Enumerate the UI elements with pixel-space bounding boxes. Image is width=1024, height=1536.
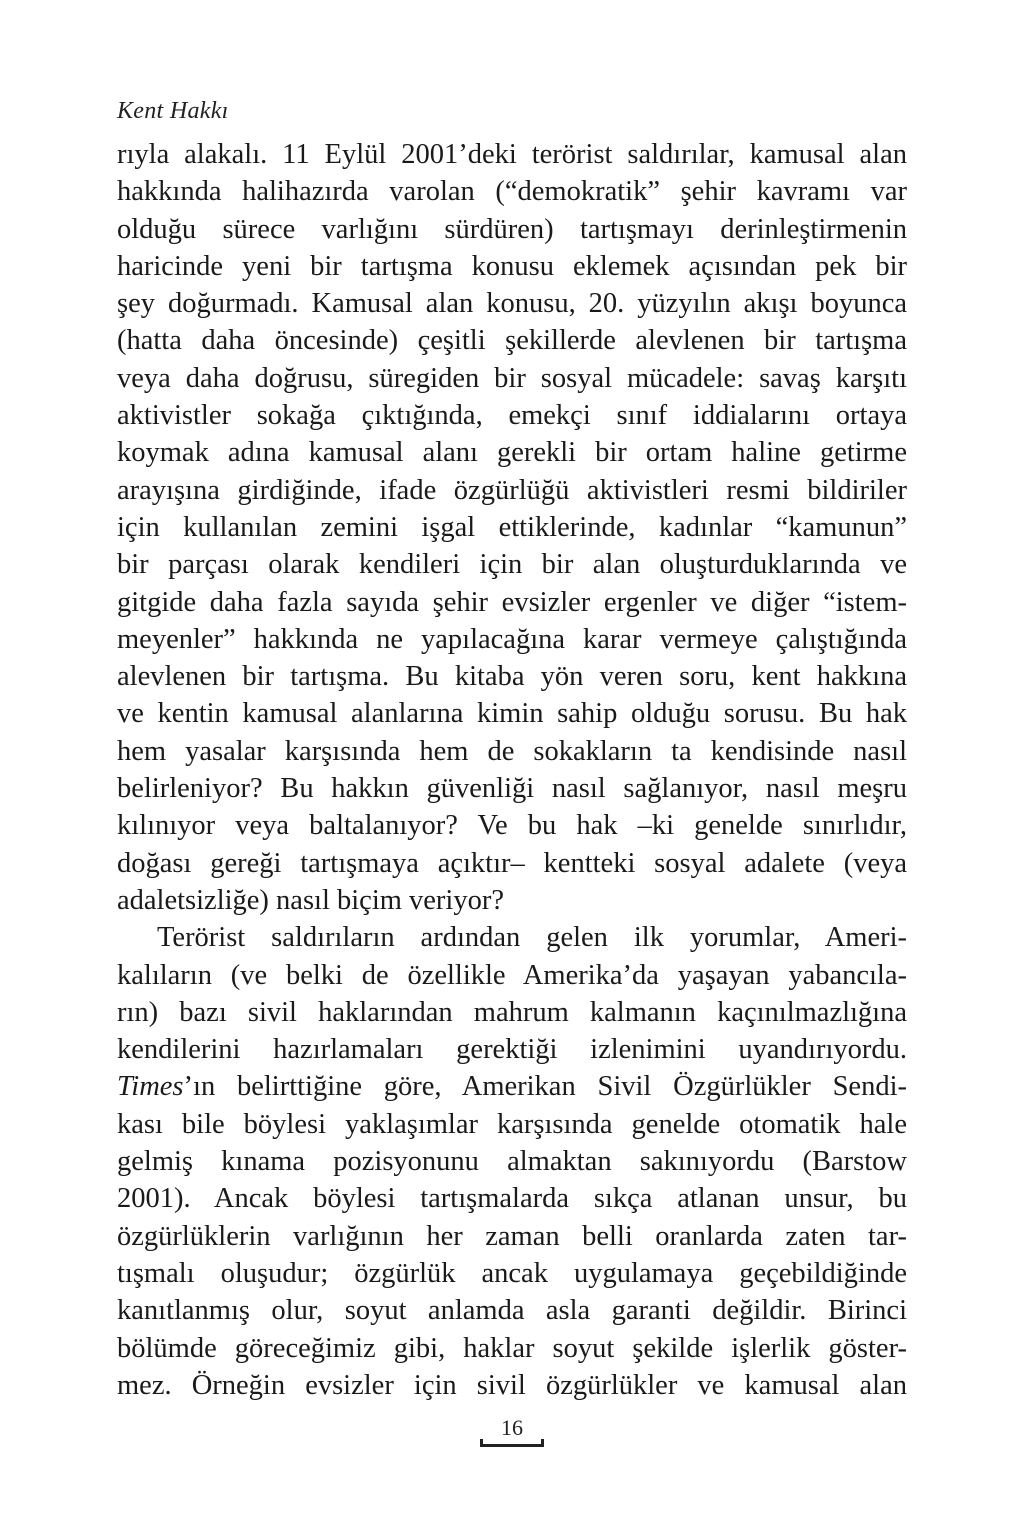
text-line: hem yasalar karşısında hem de sokakların ta kendisinde nasıl	[117, 735, 907, 767]
text-line: olduğu sürece varlığını sürdüren) tartışmayı derinleştirmenin	[117, 213, 907, 245]
page-number: 16	[501, 1415, 523, 1440]
running-header: Kent Hakkı	[117, 98, 229, 124]
text-line: için kullanılan zemini işgal ettiklerinde, kadınlar “kamunun”	[117, 511, 907, 543]
text-line: kanıtlanmış olur, soyut anlamda asla garanti değildir. Birinci	[117, 1295, 907, 1327]
text-line: ve kentin kamusal alanlarına kimin sahip olduğu sorusu. Bu hak	[117, 698, 907, 730]
text-line: özgürlüklerin varlığının her zaman belli oranlarda zaten tar-	[117, 1220, 907, 1252]
text-line: gitgide daha fazla sayıda şehir evsizler ergenler ve diğer “istem-	[117, 586, 907, 618]
text-line: mez. Örneğin evsizler için sivil özgürlükler ve kamusal alan	[117, 1369, 907, 1401]
text-line: tışmalı oluşudur; özgürlük ancak uygulamaya geçebildiğinde	[117, 1257, 907, 1289]
text-line: alevlenen bir tartışma. Bu kitaba yön veren soru, kent hakkına	[117, 661, 907, 693]
text-line: kası bile böylesi yaklaşımlar karşısında genelde otomatik hale	[117, 1108, 907, 1140]
text-line: arayışına girdiğinde, ifade özgürlüğü aktivistleri resmi bildiriler	[117, 474, 907, 506]
text-line: kılınıyor veya baltalanıyor? Ve bu hak –ki genelde sınırlıdır,	[117, 810, 907, 842]
text-line	[117, 1068, 907, 1105]
text-line: 2001). Ancak böylesi tartışmalarda sıkça atlanan unsur, bu	[117, 1183, 907, 1215]
times-rest: ’ın belirttiğine göre, Amerikan Sivil Özgürlükler Sendi-	[183, 1071, 907, 1103]
times-italic: Times	[117, 1071, 184, 1103]
page-footer	[0, 1414, 1024, 1454]
text-line: belirleniyor? Bu hakkın güvenliği nasıl sağlanıyor, nasıl meşru	[117, 773, 907, 805]
text-line: doğası gereği tartışmaya açıktır– kentteki sosyal adalete (veya	[117, 847, 907, 879]
footer-rule	[480, 1444, 544, 1447]
text-line: şey doğurmadı. Kamusal alan konusu, 20. yüzyılın akışı boyunca	[117, 288, 907, 320]
text-line: gelmiş kınama pozisyonunu almaktan sakınıyordu (Barstow	[117, 1146, 907, 1178]
text-line: kalıların (ve belki de özellikle Amerika’da yaşayan yabancıla-	[117, 959, 907, 991]
text-line: haricinde yeni bir tartışma konusu eklemek açısından pek bir	[117, 250, 907, 282]
paragraph-first-line: Terörist saldırıların ardından gelen ilk yorumlar, Ameri-	[157, 922, 907, 954]
text-line: (hatta daha öncesinde) çeşitli şekillerde alevlenen bir tartışma	[117, 325, 907, 357]
text-line: veya daha doğrusu, süregiden bir sosyal mücadele: savaş karşıtı	[117, 362, 907, 394]
body-text	[117, 136, 907, 1404]
text-line: rıyla alakalı. 11 Eylül 2001’deki terörist saldırılar, kamusal alan	[117, 139, 907, 170]
text-line: hakkında halihazırda varolan (“demokratik” şehir kavramı var	[117, 176, 907, 208]
text-line: bir parçası olarak kendileri için bir alan oluşturduklarında ve	[117, 549, 907, 581]
text-line: meyenler” hakkında ne yapılacağına karar vermeye çalıştığında	[117, 623, 907, 655]
text-line: kendilerini hazırlamaları gerektiği izlenimini uyandırıyordu.	[117, 1034, 907, 1066]
text-line: rın) bazı sivil haklarından mahrum kalmanın kaçınılmazlığına	[117, 996, 907, 1028]
text-line: adaletsizliğe) nasıl biçim veriyor?	[117, 884, 504, 916]
text-line: aktivistler sokağa çıktığında, emekçi sınıf iddialarını ortaya	[117, 400, 907, 432]
text-line: bölümde göreceğimiz gibi, haklar soyut şekilde işlerlik göster-	[117, 1332, 907, 1364]
text-line: koymak adına kamusal alanı gerekli bir ortam haline getirme	[117, 437, 907, 469]
